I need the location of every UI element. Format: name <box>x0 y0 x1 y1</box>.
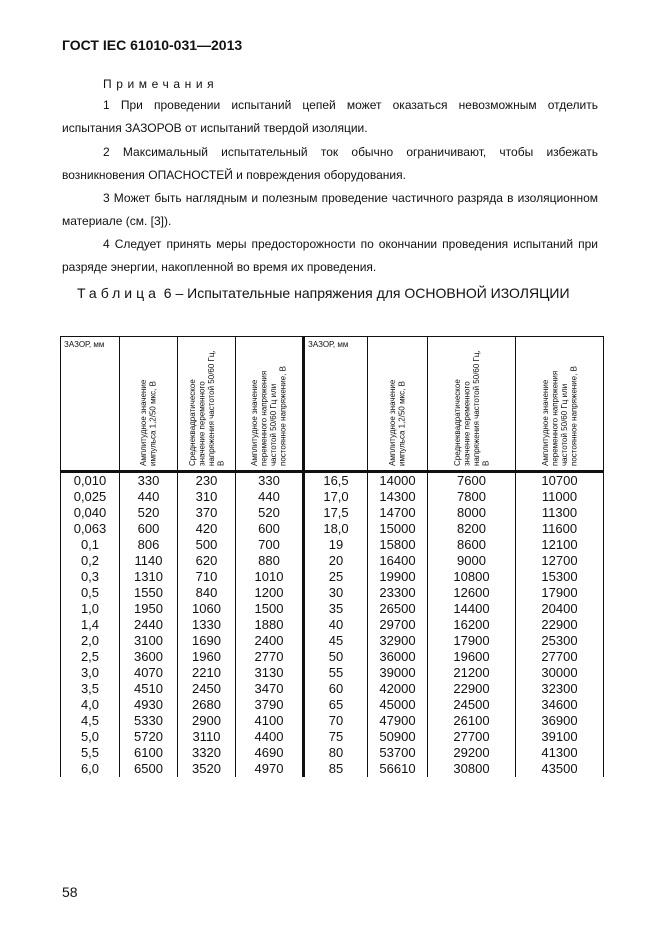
table-cell: 330 <box>120 472 178 490</box>
table-row <box>61 649 604 665</box>
table-cell: 11300 <box>516 505 604 521</box>
table-cell: 3320 <box>178 745 236 761</box>
table-cell: 39000 <box>368 665 428 681</box>
table-cell: 50 <box>304 649 368 665</box>
header-rms-2 <box>428 337 516 472</box>
table-cell: 4970 <box>236 761 304 777</box>
table-cell: 0,3 <box>61 569 120 585</box>
table-caption: 6 – Испытательные напряжения для ОСНОВНОЙ ИЗОЛЯЦИИ <box>159 285 570 301</box>
table-row <box>61 633 604 649</box>
table-cell: 36900 <box>516 713 604 729</box>
table-cell: 1550 <box>120 585 178 601</box>
table-cell: 7600 <box>428 472 516 490</box>
table-cell: 53700 <box>368 745 428 761</box>
table-cell: 520 <box>236 505 304 521</box>
table-label: Таблица <box>77 285 160 301</box>
table-cell: 1690 <box>178 633 236 649</box>
table-cell: 4,0 <box>61 697 120 713</box>
note-3-text: 3 Может быть наглядным и полезным проведение частичного разряда в изоляционном материале (см. [3]). <box>62 191 598 228</box>
table-cell: 25300 <box>516 633 604 649</box>
table-cell: 4,5 <box>61 713 120 729</box>
table-cell: 15000 <box>368 521 428 537</box>
table-cell: 310 <box>178 489 236 505</box>
table-cell: 806 <box>120 537 178 553</box>
table-cell: 710 <box>178 569 236 585</box>
table-cell: 2,0 <box>61 633 120 649</box>
note-1 <box>62 94 598 140</box>
table-cell: 3520 <box>178 761 236 777</box>
table-cell: 7800 <box>428 489 516 505</box>
table-cell: 56610 <box>368 761 428 777</box>
table-cell: 4930 <box>120 697 178 713</box>
table-cell: 3110 <box>178 729 236 745</box>
note-2 <box>62 141 598 187</box>
table-cell: 420 <box>178 521 236 537</box>
table-cell: 1310 <box>120 569 178 585</box>
page-number: 58 <box>62 884 78 900</box>
table-cell: 8000 <box>428 505 516 521</box>
table-cell: 0,5 <box>61 585 120 601</box>
table-row <box>61 569 604 585</box>
table-row <box>61 553 604 569</box>
table-cell: 30000 <box>516 665 604 681</box>
table-row <box>61 617 604 633</box>
table-cell: 40 <box>304 617 368 633</box>
table-cell: 20400 <box>516 601 604 617</box>
table-cell: 620 <box>178 553 236 569</box>
table-cell: 2770 <box>236 649 304 665</box>
table-cell: 11600 <box>516 521 604 537</box>
table-cell: 6,0 <box>61 761 120 777</box>
table-cell: 42000 <box>368 681 428 697</box>
table-cell: 25 <box>304 569 368 585</box>
table-cell: 0,1 <box>61 537 120 553</box>
table-cell: 1,4 <box>61 617 120 633</box>
table-cell: 32900 <box>368 633 428 649</box>
table-cell: 55 <box>304 665 368 681</box>
table-cell: 14300 <box>368 489 428 505</box>
table-row <box>61 505 604 521</box>
table-cell: 17,5 <box>304 505 368 521</box>
table-row <box>61 761 604 777</box>
table-cell: 840 <box>178 585 236 601</box>
table-cell: 17900 <box>516 585 604 601</box>
table-cell: 19600 <box>428 649 516 665</box>
table-cell: 1200 <box>236 585 304 601</box>
table-cell: 440 <box>120 489 178 505</box>
table-cell: 17,0 <box>304 489 368 505</box>
table-row <box>61 745 604 761</box>
table-cell: 3790 <box>236 697 304 713</box>
table-cell: 0,025 <box>61 489 120 505</box>
table-cell: 0,2 <box>61 553 120 569</box>
table-cell: 4400 <box>236 729 304 745</box>
table-cell: 45000 <box>368 697 428 713</box>
table-cell: 1,0 <box>61 601 120 617</box>
table-cell: 22900 <box>428 681 516 697</box>
table-cell: 65 <box>304 697 368 713</box>
table-cell: 5,0 <box>61 729 120 745</box>
table-cell: 20 <box>304 553 368 569</box>
table-cell: 0,063 <box>61 521 120 537</box>
notes-title: Примечания <box>103 77 219 91</box>
table-cell: 23300 <box>368 585 428 601</box>
table-cell: 2900 <box>178 713 236 729</box>
header-peak-ac-dc-2 <box>516 337 604 472</box>
table-cell: 39100 <box>516 729 604 745</box>
table-cell: 30800 <box>428 761 516 777</box>
header-peak-ac-dc-2-text: Амплитудное значение переменного напряжения частотой 50/60 Гц или постоянное напряжение, В <box>540 366 578 466</box>
note-3 <box>62 187 598 233</box>
header-impulse-2-text: Амплитудное значение импульса 1,2/50 мкс, В <box>388 379 407 466</box>
table-row <box>61 697 604 713</box>
table-cell: 520 <box>120 505 178 521</box>
table-cell: 29700 <box>368 617 428 633</box>
table-cell: 16200 <box>428 617 516 633</box>
note-4 <box>62 233 598 279</box>
table-cell: 1500 <box>236 601 304 617</box>
table-cell: 43500 <box>516 761 604 777</box>
table-cell: 600 <box>120 521 178 537</box>
header-clearance-2: ЗАЗОР, мм <box>304 337 368 472</box>
table-cell: 700 <box>236 537 304 553</box>
table-cell: 24500 <box>428 697 516 713</box>
table-cell: 12100 <box>516 537 604 553</box>
table-cell: 15800 <box>368 537 428 553</box>
table-title <box>62 281 598 306</box>
table-row <box>61 537 604 553</box>
table-cell: 5330 <box>120 713 178 729</box>
table-cell: 27700 <box>428 729 516 745</box>
table-cell: 3470 <box>236 681 304 697</box>
table-cell: 50900 <box>368 729 428 745</box>
table-cell: 330 <box>236 472 304 490</box>
header-impulse <box>120 337 178 472</box>
table-cell: 14700 <box>368 505 428 521</box>
table-cell: 19900 <box>368 569 428 585</box>
table-cell: 3,5 <box>61 681 120 697</box>
table-cell: 85 <box>304 761 368 777</box>
table-row <box>61 681 604 697</box>
table-cell: 75 <box>304 729 368 745</box>
table-row <box>61 665 604 681</box>
table-cell: 30 <box>304 585 368 601</box>
table-row <box>61 472 604 490</box>
table-cell: 27700 <box>516 649 604 665</box>
table-cell: 35 <box>304 601 368 617</box>
table-cell: 2,5 <box>61 649 120 665</box>
table-cell: 230 <box>178 472 236 490</box>
table-cell: 0,010 <box>61 472 120 490</box>
table-row <box>61 713 604 729</box>
header-peak-ac-dc <box>236 337 304 472</box>
table-cell: 60 <box>304 681 368 697</box>
table-cell: 2400 <box>236 633 304 649</box>
table-cell: 41300 <box>516 745 604 761</box>
note-1-text: 1 При проведении испытаний цепей может оказаться невозможным отделить испытания ЗАЗОРОВ от испытаний твердой изоляции. <box>62 98 598 135</box>
header-rms-text: Среднеквадратическое значение переменного напряжения частотой 50/60 Гц, В <box>187 350 225 466</box>
test-voltage-table <box>60 336 604 777</box>
table-cell: 500 <box>178 537 236 553</box>
table-cell: 1880 <box>236 617 304 633</box>
table-cell: 2440 <box>120 617 178 633</box>
table-cell: 3,0 <box>61 665 120 681</box>
table-cell: 1950 <box>120 601 178 617</box>
table-cell: 2210 <box>178 665 236 681</box>
table-cell: 17900 <box>428 633 516 649</box>
table-cell: 19 <box>304 537 368 553</box>
note-4-text: 4 Следует принять меры предосторожности по окончании проведения испытаний при разряде энергии, накопленной во время их проведения. <box>62 237 598 274</box>
table-cell: 1140 <box>120 553 178 569</box>
table-cell: 18,0 <box>304 521 368 537</box>
table-cell: 9000 <box>428 553 516 569</box>
table-cell: 370 <box>178 505 236 521</box>
table-row <box>61 585 604 601</box>
table-cell: 600 <box>236 521 304 537</box>
table-cell: 80 <box>304 745 368 761</box>
table-cell: 5720 <box>120 729 178 745</box>
table-cell: 16,5 <box>304 472 368 490</box>
table-cell: 15300 <box>516 569 604 585</box>
table-cell: 10700 <box>516 472 604 490</box>
note-2-text: 2 Максимальный испытательный ток обычно ограничивают, чтобы избежать возникновения ОПАСНОСТЕЙ и повреждения оборудования. <box>62 145 598 182</box>
table-cell: 8200 <box>428 521 516 537</box>
table-cell: 3600 <box>120 649 178 665</box>
table-row <box>61 489 604 505</box>
header-impulse-2 <box>368 337 428 472</box>
table-cell: 36000 <box>368 649 428 665</box>
table-cell: 1010 <box>236 569 304 585</box>
table-row <box>61 601 604 617</box>
table-cell: 10800 <box>428 569 516 585</box>
table-cell: 3100 <box>120 633 178 649</box>
table-cell: 22900 <box>516 617 604 633</box>
header-peak-ac-dc-text: Амплитудное значение переменного напряжения частотой 50/60 Гц или постоянное напряжение, В <box>250 366 288 466</box>
table-cell: 4100 <box>236 713 304 729</box>
table-cell: 0,040 <box>61 505 120 521</box>
table-cell: 21200 <box>428 665 516 681</box>
table-cell: 4070 <box>120 665 178 681</box>
table-cell: 26500 <box>368 601 428 617</box>
table-cell: 6100 <box>120 745 178 761</box>
header-rms-2-text: Среднеквадратическое значение переменного напряжения частотой 50/60 Гц, В <box>452 350 490 466</box>
table-row <box>61 729 604 745</box>
table-cell: 2450 <box>178 681 236 697</box>
header-clearance: ЗАЗОР, мм <box>61 337 120 472</box>
table-cell: 1060 <box>178 601 236 617</box>
document-header: ГОСТ IEC 61010-031—2013 <box>62 37 243 53</box>
table-header-row <box>61 337 604 472</box>
table-cell: 4690 <box>236 745 304 761</box>
table-cell: 47900 <box>368 713 428 729</box>
table-cell: 32300 <box>516 681 604 697</box>
table-cell: 26100 <box>428 713 516 729</box>
table-cell: 8600 <box>428 537 516 553</box>
table-cell: 440 <box>236 489 304 505</box>
table-cell: 3130 <box>236 665 304 681</box>
table-cell: 16400 <box>368 553 428 569</box>
table-cell: 34600 <box>516 697 604 713</box>
table-cell: 4510 <box>120 681 178 697</box>
table-cell: 70 <box>304 713 368 729</box>
table-row <box>61 521 604 537</box>
table-cell: 45 <box>304 633 368 649</box>
table-cell: 1330 <box>178 617 236 633</box>
table-cell: 29200 <box>428 745 516 761</box>
table-cell: 880 <box>236 553 304 569</box>
table-cell: 11000 <box>516 489 604 505</box>
table-cell: 2680 <box>178 697 236 713</box>
table-cell: 6500 <box>120 761 178 777</box>
table-cell: 1960 <box>178 649 236 665</box>
header-impulse-text: Амплитудное значение импульса 1,2/50 мкс, В <box>139 379 158 466</box>
table-cell: 12700 <box>516 553 604 569</box>
header-rms <box>178 337 236 472</box>
table-cell: 5,5 <box>61 745 120 761</box>
table-cell: 14000 <box>368 472 428 490</box>
table-cell: 12600 <box>428 585 516 601</box>
table-cell: 14400 <box>428 601 516 617</box>
